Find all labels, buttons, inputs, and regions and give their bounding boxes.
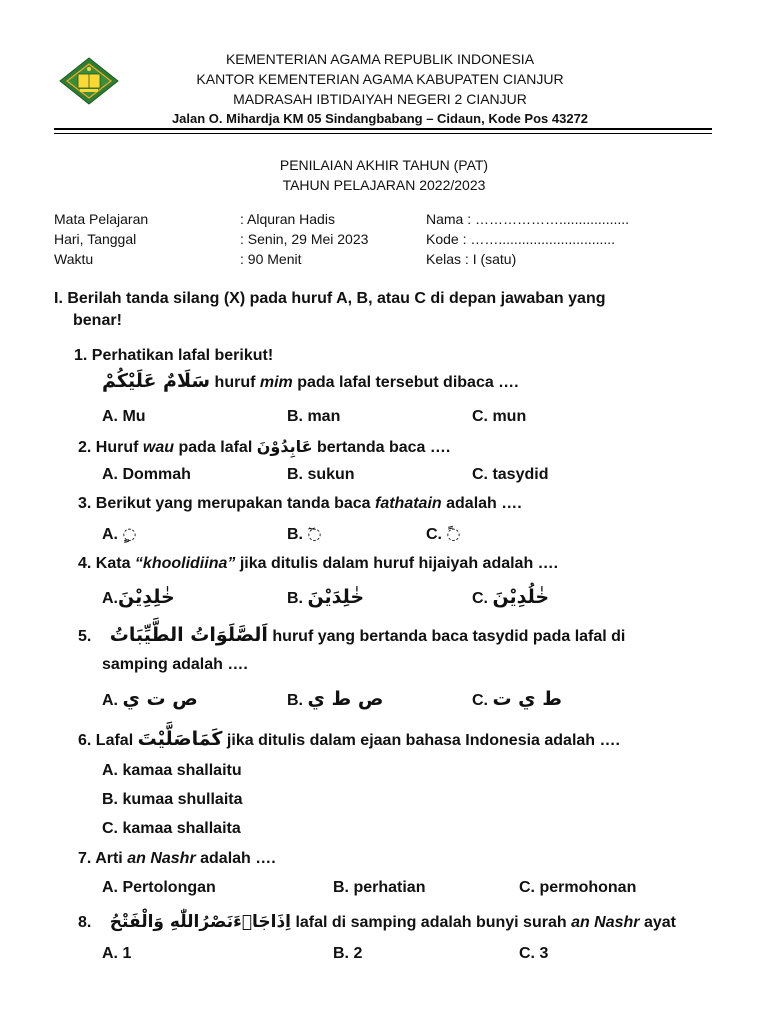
- question-8: [78, 912, 676, 932]
- q3-b-mark: ◌ٓ: [307, 524, 322, 543]
- q8-arabic: اِذَاجَاۤءَنَصْرُاللّٰهِ وَالْفَتْحُ: [109, 912, 291, 932]
- q1-option-a[interactable]: A. Mu: [102, 408, 146, 425]
- q6-option-a[interactable]: A. kamaa shallaitu: [102, 762, 242, 779]
- time-value: : 90 Menit: [240, 251, 302, 267]
- q3-option-c[interactable]: [426, 524, 460, 544]
- q2-em: wau: [142, 439, 175, 456]
- q3-b-label: B.: [287, 526, 308, 543]
- q8-post: ayat: [639, 914, 676, 931]
- q7-option-a[interactable]: A. Pertolongan: [102, 879, 216, 896]
- q3-pre: 3. Berikut yang merupakan tanda baca: [78, 495, 375, 512]
- q8-num: 8.: [78, 914, 92, 931]
- q4-option-b[interactable]: [287, 586, 364, 608]
- q6-pre: 6. Lafal: [78, 732, 138, 749]
- q4-c-arabic: خٰلُدِيْنَ: [492, 586, 550, 608]
- institution-header: [130, 49, 630, 129]
- q3-post: adalah ….: [441, 495, 522, 512]
- section-instruction-cont: benar!: [73, 312, 122, 329]
- code-field: Kode : ……..............................: [426, 231, 616, 247]
- q4-option-a[interactable]: [102, 586, 175, 608]
- header-line-school: MADRASAH IBTIDAIYAH NEGERI 2 CIANJUR: [233, 91, 527, 107]
- q3-c-mark: ◌ً: [446, 524, 461, 543]
- q3-option-b[interactable]: [287, 524, 321, 544]
- q8-option-b[interactable]: B. 2: [333, 945, 363, 962]
- q7-em: an Nashr: [127, 850, 196, 867]
- q6-option-c[interactable]: C. kamaa shallaita: [102, 820, 241, 837]
- question-5: [78, 624, 625, 646]
- q1-option-c[interactable]: C. mun: [472, 408, 527, 425]
- q4-post: jika ditulis dalam huruf hijaiyah adalah ….: [235, 555, 559, 572]
- question-7: [78, 850, 276, 868]
- q4-c-label: C.: [472, 590, 493, 607]
- header-address: Jalan O. Mihardja KM 05 Sindangbabang – Cidaun, Kode Pos 43272: [171, 111, 589, 126]
- q1-arabic: سَلَامٌ عَلَيْكُمْ: [102, 370, 211, 392]
- q6-option-b[interactable]: B. kumaa shullaita: [102, 791, 243, 808]
- header-divider: [54, 128, 712, 130]
- q5-option-a[interactable]: [102, 688, 198, 710]
- ministry-logo-icon: [58, 56, 120, 106]
- q5-b-arabic: ص ط ي: [307, 688, 384, 710]
- q4-a-label: A.: [102, 590, 118, 607]
- q2-post: bertanda baca ….: [312, 439, 451, 456]
- q2-option-b[interactable]: B. sukun: [287, 466, 355, 483]
- question-4: [78, 555, 558, 573]
- q3-em: fathatain: [375, 495, 442, 512]
- question-1-line2: [102, 370, 519, 392]
- question-1: 1. Perhatikan lafal berikut!: [74, 347, 274, 364]
- question-6: [78, 728, 620, 750]
- q4-pre: 4. Kata: [78, 555, 135, 572]
- q6-post: jika ditulis dalam ejaan bahasa Indonesia adalah ….: [222, 732, 620, 749]
- name-field: Nama : ………………..................: [426, 211, 630, 227]
- q8-mid: lafal di samping adalah bunyi surah: [291, 914, 572, 931]
- q6-arabic: كَمَاصَلَّيْتَ: [137, 728, 223, 750]
- date-value: : Senin, 29 Mei 2023: [240, 231, 369, 247]
- question-2: [78, 437, 450, 457]
- q5-option-b[interactable]: [287, 688, 383, 710]
- date-label: Hari, Tanggal: [54, 231, 137, 247]
- q4-option-c[interactable]: [472, 586, 549, 608]
- q3-option-a[interactable]: [102, 524, 136, 544]
- q4-a-arabic: خٰلِدِيْنَ: [118, 586, 175, 608]
- q2-pre: 2. Huruf: [78, 439, 143, 456]
- q1-option-b[interactable]: B. man: [287, 408, 341, 425]
- q2-mid: pada lafal: [174, 439, 257, 456]
- q2-option-c[interactable]: C. tasydid: [472, 466, 549, 483]
- q4-b-label: B.: [287, 590, 308, 607]
- q5-arabic: اَلصَّلَوَاتُ الطَّيِّبَاتُ: [109, 624, 268, 646]
- q3-a-label: A.: [102, 526, 123, 543]
- q5-b-label: B.: [287, 692, 308, 709]
- header-divider-thin: [54, 133, 712, 134]
- header-line-ministry: KEMENTERIAN AGAMA REPUBLIK INDONESIA: [225, 51, 535, 67]
- q8-em: an Nashr: [571, 914, 640, 931]
- exam-year: TAHUN PELAJARAN 2022/2023: [282, 177, 486, 193]
- q5-a-arabic: ص ت ي: [122, 688, 198, 710]
- q2-arabic: عَابِدُوْنَ: [256, 437, 313, 456]
- q4-b-arabic: خٰلِدَيْنَ: [307, 586, 365, 608]
- q1-tail-em: mim: [259, 374, 293, 391]
- q5-c-arabic: ط ي ت: [492, 688, 562, 710]
- q5-post: huruf yang bertanda baca tasydid pada lafal di: [267, 628, 626, 645]
- header-line-office: KANTOR KEMENTERIAN AGAMA KABUPATEN CIANJUR: [196, 71, 564, 87]
- subject-label: Mata Pelajaran: [54, 211, 149, 227]
- q3-c-label: C.: [426, 526, 447, 543]
- exam-title-block: [0, 155, 768, 195]
- section-instruction: I. Berilah tanda silang (X) pada huruf A, B, atau C di depan jawaban yang: [54, 290, 606, 307]
- subject-value: : Alquran Hadis: [240, 211, 335, 227]
- q7-option-b[interactable]: B. perhatian: [333, 879, 426, 896]
- q2-option-a[interactable]: A. Dommah: [102, 466, 191, 483]
- q1-tail-post: pada lafal tersebut dibaca ….: [292, 374, 519, 391]
- exam-title: PENILAIAN AKHIR TAHUN (PAT): [279, 157, 489, 173]
- q1-tail-pre: huruf: [214, 374, 260, 391]
- q3-a-mark: ◌ٍ: [122, 524, 137, 543]
- question-5-line2: samping adalah ….: [102, 656, 248, 673]
- q5-option-c[interactable]: [472, 688, 562, 710]
- q7-pre: 7. Arti: [78, 850, 128, 867]
- class-field: Kelas : I (satu): [426, 251, 517, 267]
- q5-c-label: C.: [472, 692, 493, 709]
- q8-option-c[interactable]: C. 3: [519, 945, 549, 962]
- q7-post: adalah ….: [195, 850, 276, 867]
- question-3: [78, 495, 522, 513]
- q5-num: 5.: [78, 628, 92, 645]
- q8-option-a[interactable]: A. 1: [102, 945, 132, 962]
- q7-option-c[interactable]: C. permohonan: [519, 879, 637, 896]
- q5-a-label: A.: [102, 692, 123, 709]
- time-label: Waktu: [54, 251, 94, 267]
- q4-em: “khoolidiina”: [134, 555, 236, 572]
